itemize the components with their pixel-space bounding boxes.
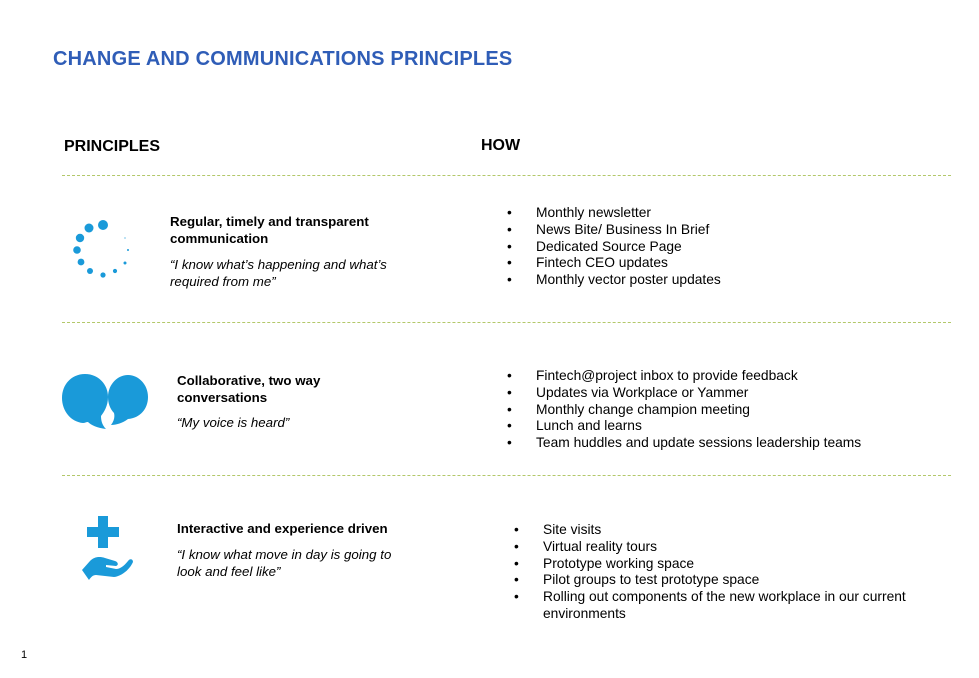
- principle-title: Collaborative, two way conversations: [177, 373, 321, 405]
- speech-bubbles-icon: [61, 372, 149, 430]
- divider: [62, 475, 951, 476]
- how-list: [507, 368, 861, 452]
- loading-dots-icon: [70, 218, 136, 278]
- how-list: [514, 522, 914, 623]
- list-item: • Monthly newsletter: [507, 205, 721, 222]
- list-item: • Virtual reality tours: [514, 539, 914, 556]
- list-item: • News Bite/ Business In Brief: [507, 222, 721, 239]
- principles-header: PRINCIPLES: [64, 138, 161, 155]
- list-item: • Dedicated Source Page: [507, 239, 721, 256]
- list-item: • Site visits: [514, 522, 914, 539]
- list-item: • Updates via Workplace or Yammer: [507, 385, 861, 402]
- list-item: • Fintech CEO updates: [507, 255, 721, 272]
- how-header: HOW: [481, 137, 521, 154]
- list-item: • Pilot groups to test prototype space: [514, 572, 914, 589]
- list-item: • Fintech@project inbox to provide feedback: [507, 368, 861, 385]
- list-item: • Team huddles and update sessions leadership teams: [507, 435, 861, 452]
- hand-plus-icon: [79, 514, 135, 582]
- principle-title: Interactive and experience driven: [177, 521, 388, 536]
- list-item: • Monthly change champion meeting: [507, 402, 861, 419]
- principle-quote: “I know what move in day is going to look and feel like”: [177, 547, 392, 579]
- page-number: 1: [21, 649, 28, 661]
- list-item: • Prototype working space: [514, 556, 914, 573]
- how-list: [507, 205, 721, 289]
- list-item: • Rolling out components of the new workplace in our current environments: [514, 589, 914, 623]
- principle-quote: “I know what’s happening and what’s required from me”: [170, 257, 387, 289]
- list-item: • Lunch and learns: [507, 418, 861, 435]
- principle-title: Regular, timely and transparent communication: [170, 214, 369, 246]
- divider: [62, 175, 951, 176]
- page-title: CHANGE AND COMMUNICATIONS PRINCIPLES: [53, 48, 513, 70]
- list-item: • Monthly vector poster updates: [507, 272, 721, 289]
- divider: [62, 322, 951, 323]
- principle-quote: “My voice is heard”: [177, 415, 290, 430]
